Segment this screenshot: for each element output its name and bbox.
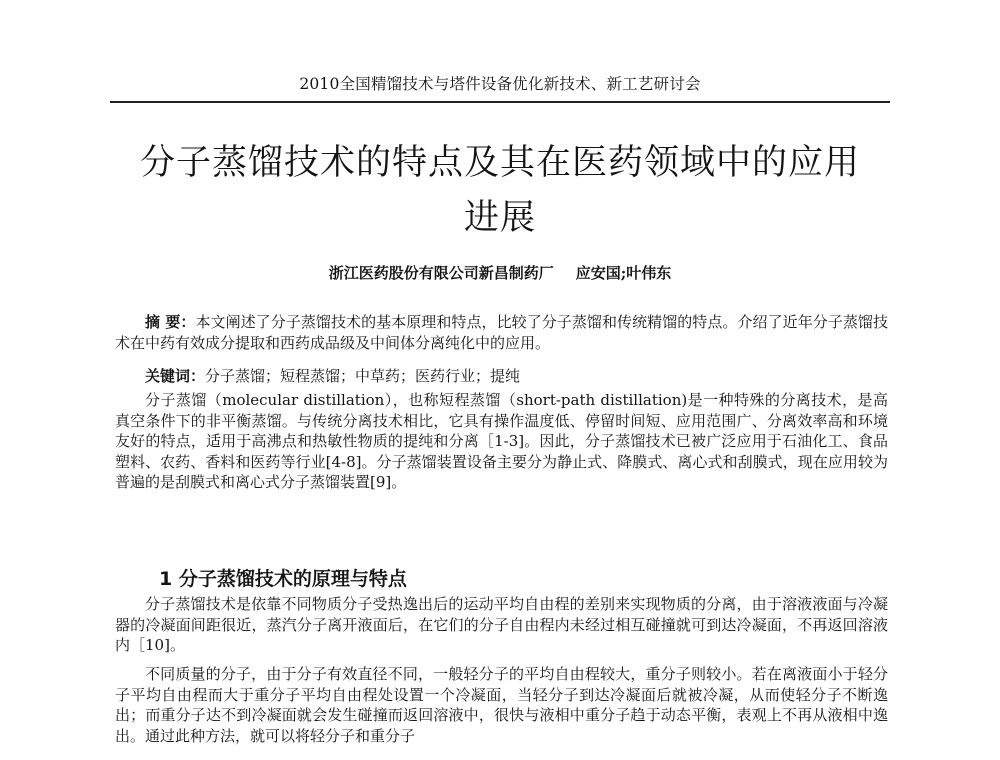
title-line-2: 进展 bbox=[463, 198, 536, 238]
authors: 应安国;叶伟东 bbox=[575, 264, 672, 282]
affiliation: 浙江医药股份有限公司新昌制药厂 bbox=[328, 264, 554, 282]
keywords bbox=[115, 366, 888, 387]
paper-title bbox=[100, 136, 900, 246]
header-rule bbox=[110, 101, 890, 103]
section-1-heading: 1 分子蒸馏技术的原理与特点 bbox=[159, 568, 407, 590]
abstract-text: 本文阐述了分子蒸馏技术的基本原理和特点，比较了分子蒸馏和传统精馏的特点。介绍了近年分子蒸馏技术在中药有效成分提取和西药成品级及中间体分离纯化中的应用。 bbox=[115, 313, 888, 352]
abstract bbox=[115, 312, 888, 353]
section-1-paragraph-1: 分子蒸馏技术是依靠不同物质分子受热逸出后的运动平均自由程的差别来实现物质的分离，由于溶液液面与冷凝器的冷凝面间距很近，蒸汽分子离开液面后，在它们的分子自由程内未经过相互碰撞就可到达冷凝面，不再返回溶液内［10]。 bbox=[115, 595, 888, 654]
keywords-text: 分子蒸馏；短程蒸馏；中草药；医药行业；提纯 bbox=[205, 367, 521, 385]
keywords-label: 关键词： bbox=[145, 367, 206, 385]
conference-header: 2010全国精馏技术与塔件设备优化新技术、新工艺研讨会 bbox=[299, 75, 701, 93]
section-1-paragraph-2: 不同质量的分子，由于分子有效直径不同，一般轻分子的平均自由程较大，重分子则较小。若在离液面小于轻分子平均自由程而大于重分子平均自由程处设置一个冷凝面，当轻分子到达冷凝面后就被冷凝，从而使轻分子不断逸出；而重分子达不到冷凝面就会发生碰撞而返回溶液中，很快与液相中重分子趋于动态平衡，表观上不再从液相中逸出。通过此种方法，就可以将轻分子和重分子 bbox=[115, 665, 888, 745]
abstract-label: 摘 要： bbox=[145, 313, 196, 331]
byline bbox=[110, 262, 890, 283]
title-line-1: 分子蒸馏技术的特点及其在医药领域中的应用 bbox=[139, 143, 860, 183]
intro-paragraph: 分子蒸馏（molecular distillation），也称短程蒸馏（short-path distillation)是一种特殊的分离技术，是高真空条件下的非平衡蒸馏。与传统分离技术相比，它具有操作温度低、停留时间短、应用范围广、分离效率高和环境友好的特点，适用于高沸点和热敏性物质的提纯和分离［1-3]。因此，分子蒸馏技术已被广泛应用于石油化工、食品塑料、农药、香料和医药等行业[4-8]。分子蒸馏装置设备主要分为静止式、降膜式、离心式和刮膜式，现在应用较为普遍的是刮膜式和离心式分子蒸馏装置[9]。 bbox=[115, 391, 888, 491]
